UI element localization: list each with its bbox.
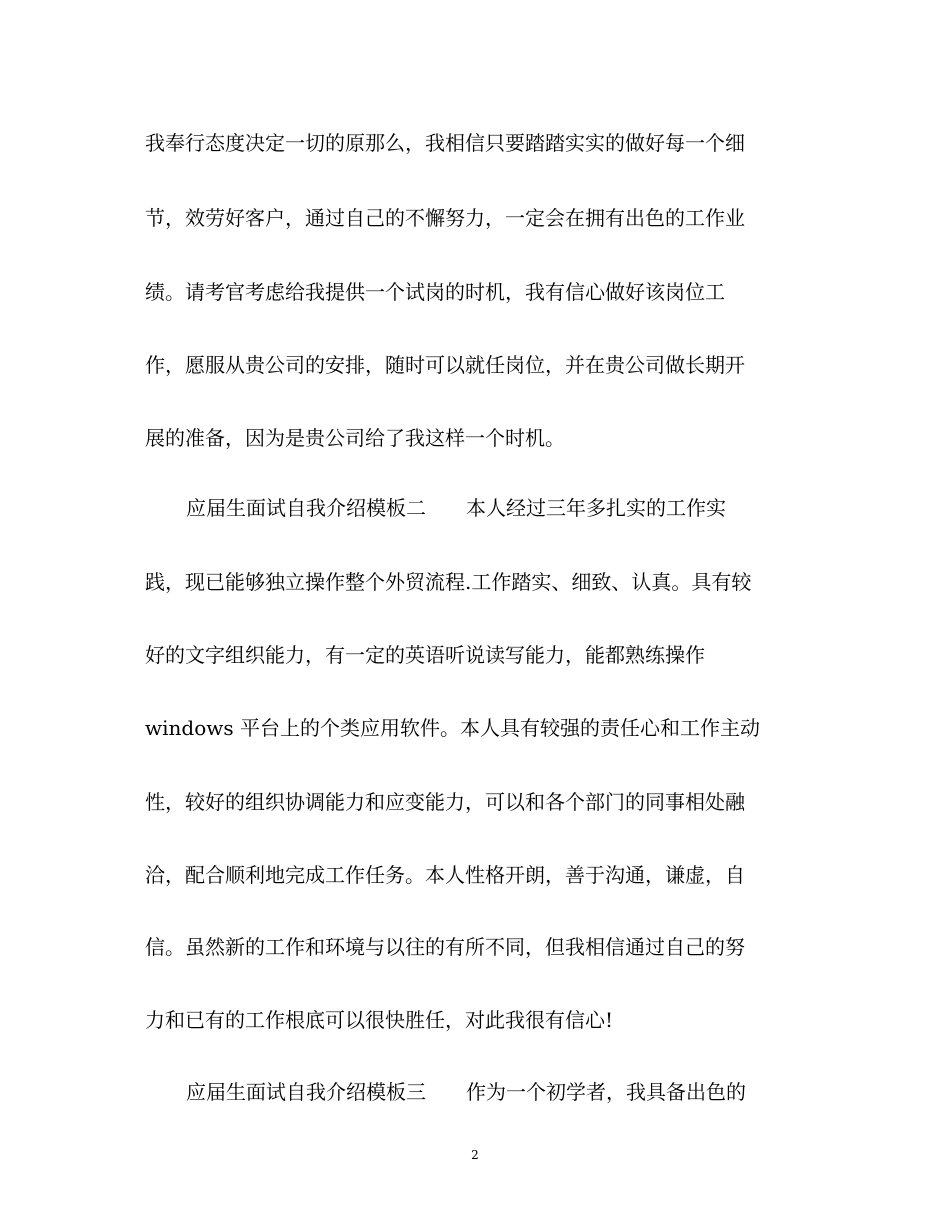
body-text-line: 节，效劳好客户，通过自己的不懈努力，一定会在拥有出色的工作业 [145,206,745,230]
body-text-line: 践，现已能够独立操作整个外贸流程.工作踏实、细致、认真。具有较 [145,570,752,594]
body-text-line: 洽，配合顺利地完成工作任务。本人性格开朗，善于沟通，谦虚，自 [145,863,745,887]
page-number: 2 [471,1148,479,1162]
body-text-line: windows 平台上的个类应用软件。本人具有较强的责任心和工作主动 [145,716,760,740]
body-text-line: 信。虽然新的工作和环境与以往的有所不同，但我相信通过自己的努 [145,935,745,959]
section-heading-line: 应届生面试自我介绍模板二 本人经过三年多扎实的工作实 [186,496,726,520]
body-text-line: 绩。请考官考虑给我提供一个试岗的时机，我有信心做好该岗位工 [145,280,725,304]
body-text-line: 性，较好的组织协调能力和应变能力，可以和各个部门的同事相处融 [145,790,745,814]
body-text-line: 我奉行态度决定一切的原那么，我相信只要踏踏实实的做好每一个细 [145,131,745,155]
body-text-line: 展的准备，因为是贵公司给了我这样一个时机。 [145,426,565,450]
body-text-line: 力和已有的工作根底可以很快胜任，对此我很有信心! [145,1008,614,1032]
section-heading-line: 应届生面试自我介绍模板三 作为一个初学者，我具备出色的 [186,1080,746,1104]
body-text-line: 作，愿服从贵公司的安排，随时可以就任岗位，并在贵公司做长期开 [145,353,745,377]
body-text-line: 好的文字组织能力，有一定的英语听说读写能力，能都熟练操作 [145,643,705,667]
